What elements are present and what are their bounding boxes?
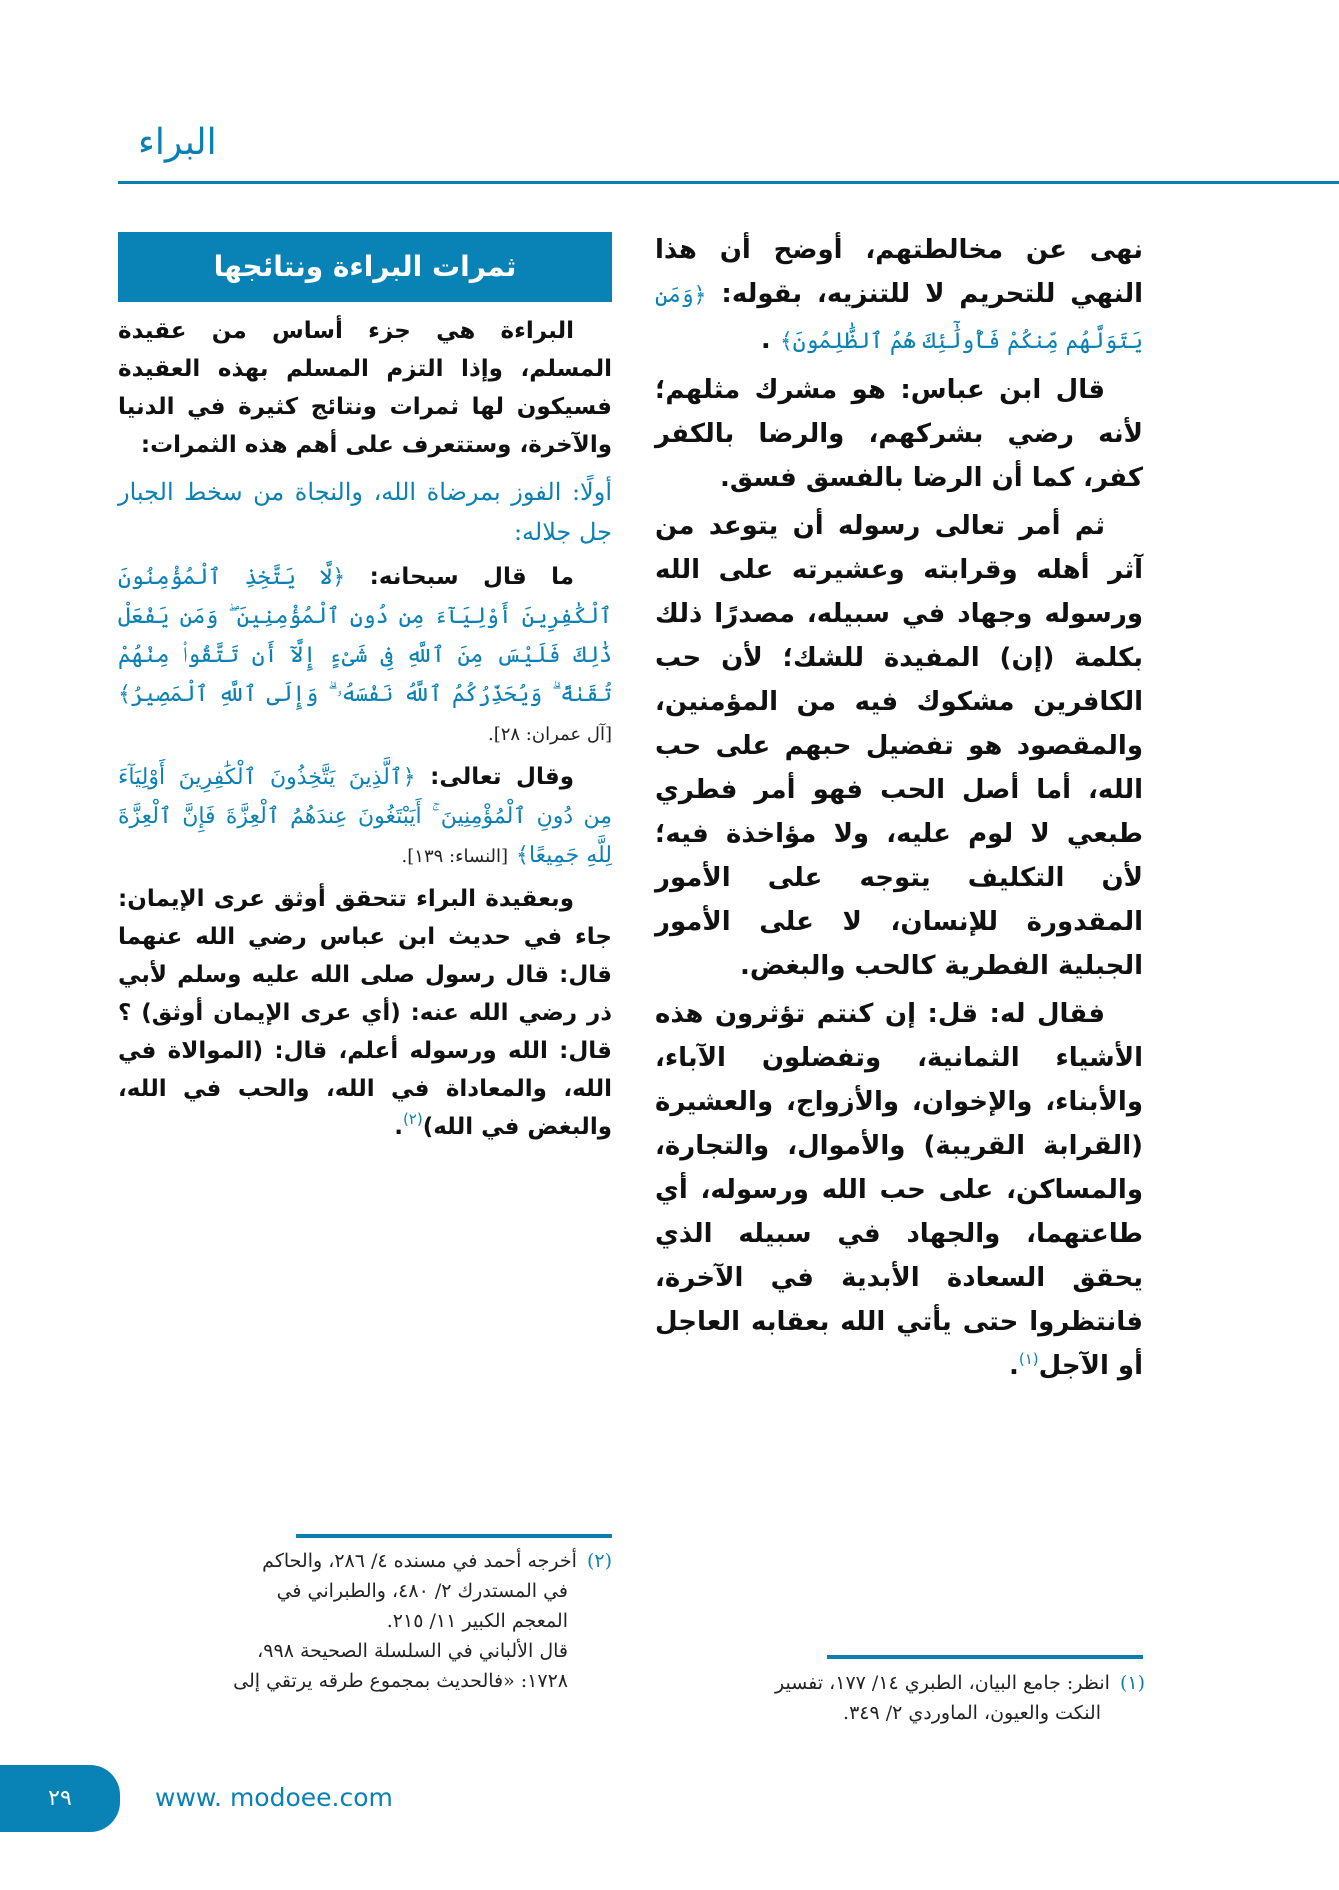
- paragraph-text: ما قال سبحانه:: [345, 564, 574, 590]
- quran-open-ornament-icon: ﴿: [332, 565, 346, 590]
- paragraph: ثم أمر تعالى رسوله أن يتوعد من آثر أهله وقرابته وعشيرته على الله ورسوله وجهاد في سبيله، مصدرًا ذلك بكلمة (إن) المفيدة للشك؛ لأن حب الكافرين مشكوك فيه من المؤمنين، والمقصود هو تفضيل حبهم على حب الله، أما أصل الحب فهو أمر فطري طبعي لا لوم عليه، ولا مؤاخذة فيه؛ لأن التكليف يتوجه على الأمور المقدورة للإنسان، لا على الأمور الجبلية الفطرية كالحب والبغض.: [655, 511, 1143, 981]
- footnote-number: (١): [1119, 1672, 1145, 1694]
- footnote-text: في المستدرك ٢/ ٤٨٠، والطبراني في: [276, 1580, 568, 1602]
- right-column: [655, 228, 1143, 1638]
- footnote-text: النكت والعيون، الماوردي ٢/ ٣٤٩.: [843, 1702, 1101, 1724]
- paragraph-text: نهى عن مخالطتهم، أوضح أن هذا النهي للتحريم لا للتنزيه، بقوله:: [655, 235, 1143, 309]
- punctuation: .: [394, 1114, 403, 1140]
- website-link[interactable]: www. modoee.com: [155, 1783, 393, 1812]
- paragraph: [118, 558, 612, 754]
- footnote-rule: [296, 1534, 612, 1538]
- quran-verse: ٱلَّذِينَ يَتَّخِذُونَ ٱلْكَٰفِرِينَ أَوْلِيَآءَ مِن دُونِ ٱلْمُؤْمِنِينَ ۚ أَيَبْتَغُونَ عِندَهُمُ ٱلْعِزَّةَ فَإِنَّ ٱلْعِزَّةَ لِلَّهِ جَمِيعًا: [118, 765, 612, 868]
- running-header-title: البراء: [138, 122, 217, 163]
- footnote-text: المعجم الكبير ١١/ ٢١٥.: [386, 1610, 568, 1632]
- footnote-number: (٢): [586, 1550, 612, 1572]
- paragraph: [118, 880, 612, 1146]
- quran-close-ornament-icon: ﴾: [779, 329, 793, 354]
- footnote-text: انظر: جامع البيان، الطبري ١٤/ ١٧٧، تفسير: [775, 1672, 1110, 1694]
- paragraph: [655, 992, 1143, 1388]
- left-column: [118, 232, 612, 1517]
- section-heading: ثمرات البراءة ونتائجها: [118, 232, 612, 302]
- quran-open-ornament-icon: ﴿: [693, 283, 707, 308]
- footnote-1: [655, 1668, 1145, 1728]
- paragraph-text: فقال له: قل: إن كنتم تؤثرون هذه الأشياء الثمانية، وتفضلون الآباء، والأبناء، والإخوان، والأزواج، والعشيرة (القرابة القريبة) والأموال، والتجارة، والمساكن، على حب الله ورسوله، أي طاعتهما، والجهاد في سبيله الذي يحقق السعادة الأبدية في الآخرة، فانتظروا حتى يأتي الله بعقابه العاجل أو الآجل: [655, 999, 1143, 1381]
- punctuation: .: [760, 325, 780, 355]
- subheading: أولًا: الفوز بمرضاة الله، والنجاة من سخط الجبار جل جلاله:: [118, 478, 612, 546]
- footnote-ref[interactable]: (٢): [402, 1110, 423, 1128]
- footnote-2: [118, 1546, 612, 1696]
- footnote-ref[interactable]: (١): [1018, 1350, 1039, 1368]
- paragraph-text: وقال تعالى:: [415, 764, 574, 790]
- footnote-text: أخرجه أحمد في مسنده ٤/ ٢٨٦، والحاكم: [262, 1550, 577, 1572]
- paragraph: البراءة هي جزء أساس من عقيدة المسلم، وإذا التزم المسلم بهذه العقيدة فسيكون لها ثمرات ونتائج كثيرة في الدنيا والآخرة، وستتعرف على أهم هذه الثمرات:: [118, 318, 612, 458]
- paragraph: [655, 228, 1143, 364]
- quran-close-ornament-icon: ﴾: [118, 682, 131, 707]
- page-number-badge: [0, 1765, 120, 1832]
- verse-reference: [النساء: ١٣٩].: [401, 846, 509, 867]
- punctuation: .: [1008, 1351, 1019, 1381]
- quran-verse: لَّا يَتَّخِذِ ٱلْمُؤْمِنُونَ ٱلْكَٰفِرِينَ أَوْلِيَآءَ مِن دُونِ ٱلْمُؤْمِنِينَ ۖ وَمَن يَفْعَلْ ذَٰلِكَ فَلَيْسَ مِنَ ٱللَّهِ فِى شَىْءٍ إِلَّآ أَن تَتَّقُوا۟ مِنْهُمْ تُقَىٰةً ۗ وَيُحَذِّرُكُمُ ٱللَّهُ نَفْسَهُۥ ۗ وَإِلَى ٱللَّهِ ٱلْمَصِيرُ: [118, 565, 612, 707]
- footnote-text: قال الألباني في السلسلة الصحيحة ٩٩٨،: [257, 1640, 568, 1662]
- header-rule: [118, 181, 1339, 184]
- verse-reference: [آل عمران: ٢٨].: [487, 724, 612, 745]
- paragraph-text: وبعقيدة البراء تتحقق أوثق عرى الإيمان: جاء في حديث ابن عباس رضي الله عنهما قال: قال رسول صلى الله عليه وسلم لأبي ذر رضي الله عنه: (أي عرى الإيمان أوثق) ؟ قال: الله ورسوله أعلم، قال: (الموالاة في الله، والمعاداة في الله، والحب في الله، والبغض في الله): [118, 886, 612, 1140]
- page-number: ٢٩: [48, 1785, 72, 1811]
- footnote-rule: [827, 1655, 1143, 1659]
- quran-open-ornament-icon: ﴿: [402, 765, 416, 790]
- paragraph: قال ابن عباس: هو مشرك مثلهم؛ لأنه رضي بشركهم، والرضا بالكفر كفر، كما أن الرضا بالفسق فسق.: [655, 375, 1143, 493]
- paragraph: [118, 758, 612, 876]
- footnote-text: ١٧٢٨: «فالحديث بمجموع طرقه يرتقي إلى: [233, 1670, 568, 1692]
- quran-verse: وَمَن يَتَوَلَّهُم مِّنكُمْ فَأُولَٰٓئِكَ هُمُ ٱلظَّٰلِمُونَ: [655, 283, 1143, 354]
- quran-close-ornament-icon: ﴾: [516, 843, 529, 868]
